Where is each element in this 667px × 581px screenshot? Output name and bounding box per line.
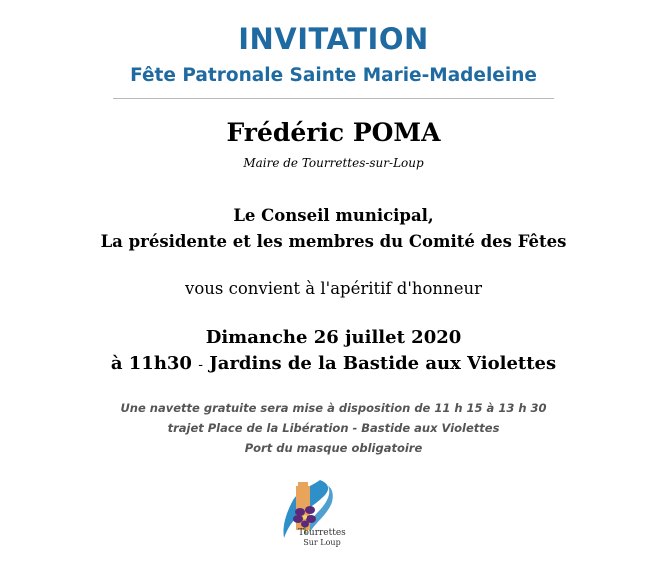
mask-note: Port du masque obligatoire	[244, 441, 423, 455]
invitation-title: INVITATION	[238, 22, 429, 56]
logo-wordmark	[292, 528, 352, 548]
co-hosts-line-1: Le Conseil municipal,	[233, 206, 434, 225]
logo-line-2-sur: Sur	[303, 538, 318, 547]
event-time: à 11h30	[110, 353, 192, 374]
logo-line-2-loup: Loup	[320, 538, 341, 547]
header-divider	[113, 98, 554, 99]
practical-notes	[0, 398, 667, 458]
invitation-text: vous convient à l'apéritif d'honneur	[185, 279, 482, 298]
co-hosts	[0, 203, 667, 255]
logo-line-2	[292, 538, 352, 548]
host-role: Maire de Tourrettes-sur-Loup	[243, 156, 424, 170]
host-name: Frédéric POMA	[226, 118, 441, 147]
event-time-place	[0, 351, 667, 378]
logo-line-1: Tourrettes	[298, 528, 346, 538]
route-note: trajet Place de la Libération - Bastide aux Violettes	[167, 421, 500, 435]
event-place: Jardins de la Bastide aux Violettes	[209, 353, 557, 374]
event-details	[0, 325, 667, 378]
event-separator: -	[198, 357, 203, 373]
co-hosts-line-2: La présidente et les membres du Comité des Fêtes	[100, 232, 567, 251]
shuttle-note: Une navette gratuite sera mise à disposition de 11 h 15 à 13 h 30	[120, 401, 547, 415]
event-date: Dimanche 26 juillet 2020	[205, 327, 462, 348]
event-subtitle: Fête Patronale Sainte Marie-Madeleine	[130, 65, 537, 86]
